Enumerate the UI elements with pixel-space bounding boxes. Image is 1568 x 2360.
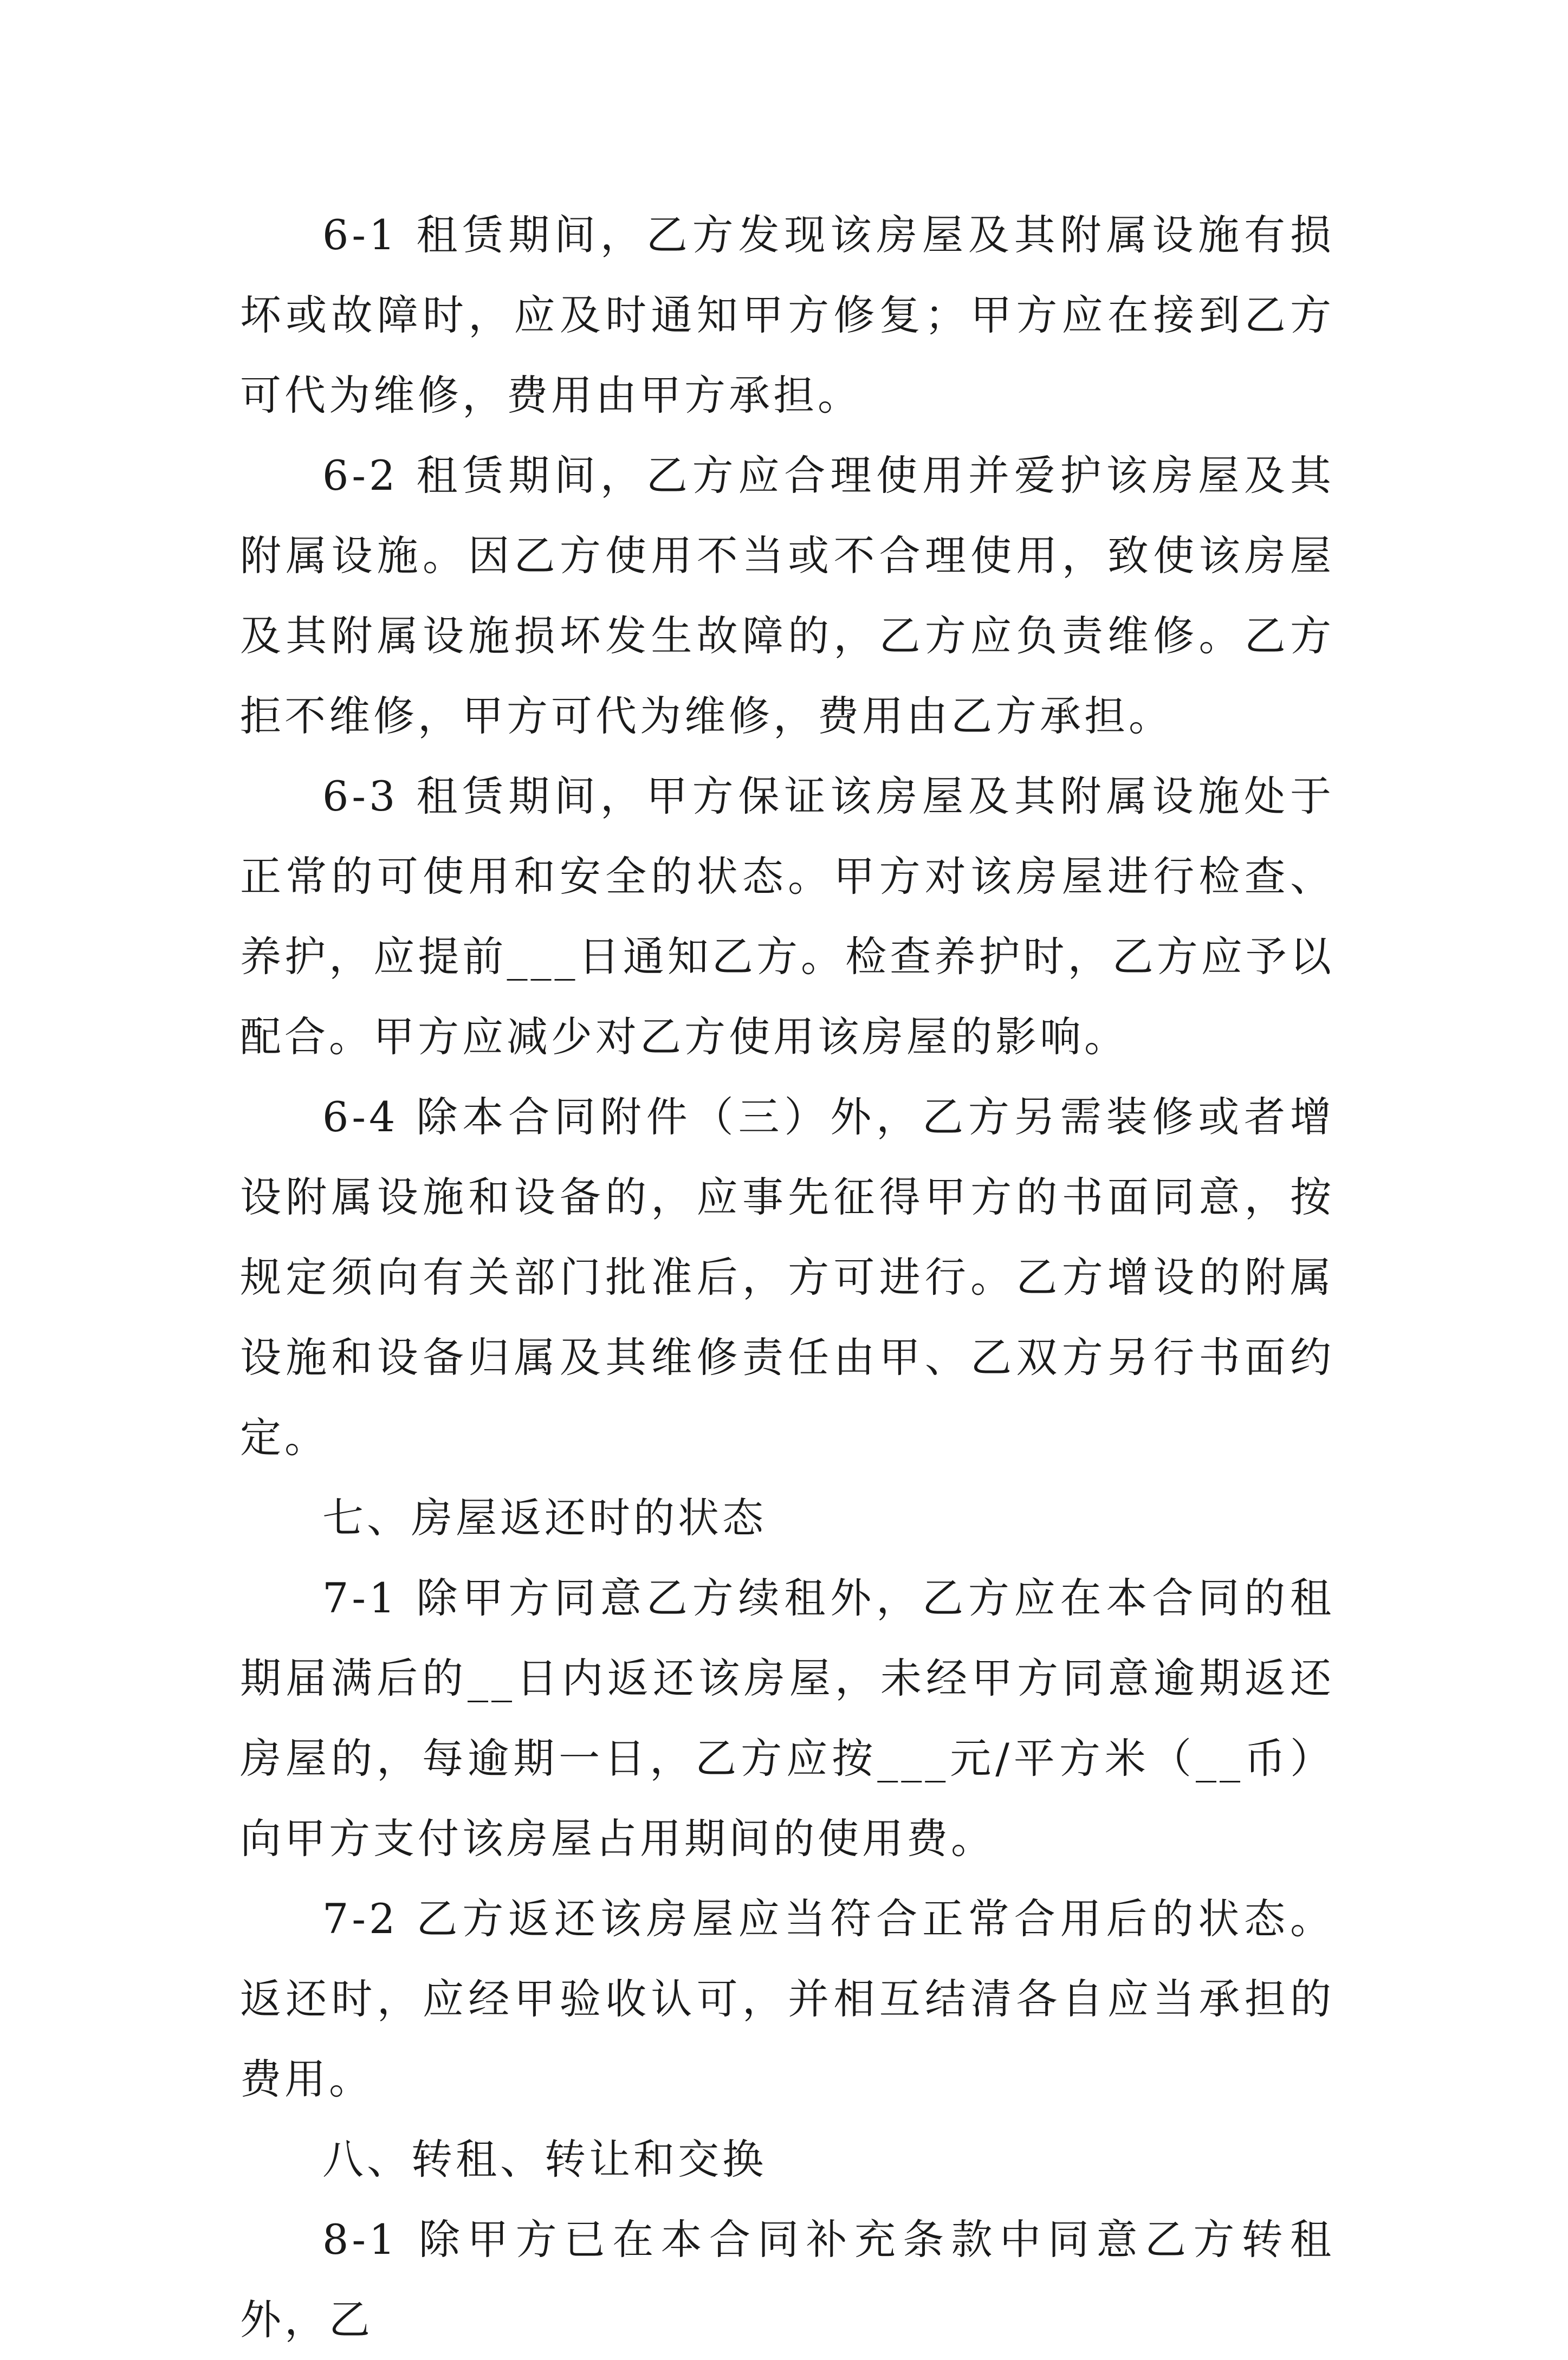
clause-7-1: 7-1 除甲方同意乙方续租外，乙方应在本合同的租期届满后的__日内返还该房屋，未经甲方同意逾期返还房屋的，每逾期一日，乙方应按___元/平方米（__币）向甲方支付该房屋占用期间的使用费。 bbox=[240, 1574, 1334, 1863]
section-heading-8: 八、转租、转让和交换 bbox=[322, 2135, 767, 2183]
clause-6-3: 6-3 租赁期间，甲方保证该房屋及其附属设施处于正常的可使用和安全的状态。甲方对该房屋进行检查、养护，应提前___日通知乙方。检查养护时，乙方应予以配合。甲方应减少对乙方使用该房屋的影响。 bbox=[240, 772, 1334, 1061]
clause-7-2: 7-2 乙方返还该房屋应当符合正常合用后的状态。返还时，应经甲验收认可，并相互结清各自应当承担的费用。 bbox=[240, 1895, 1334, 2103]
clause-6-4: 6-4 除本合同附件（三）外，乙方另需装修或者增设附属设施和设备的，应事先征得甲方的书面同意，按规定须向有关部门批准后，方可进行。乙方增设的附属设施和设备归属及其维修责任由甲、乙双方另行书面约定。 bbox=[240, 1093, 1334, 1462]
section-heading-7: 七、房屋返还时的状态 bbox=[322, 1494, 767, 1542]
clause-8-1: 8-1 除甲方已在本合同补充条款中同意乙方转租外，乙 bbox=[240, 2215, 1334, 2344]
clause-6-1: 6-1 租赁期间，乙方发现该房屋及其附属设施有损坏或故障时，应及时通知甲方修复；甲方应在接到乙方可代为维修，费用由甲方承担。 bbox=[240, 211, 1334, 419]
document-body bbox=[240, 195, 1334, 2360]
clause-6-2: 6-2 租赁期间，乙方应合理使用并爱护该房屋及其附属设施。因乙方使用不当或不合理使用，致使该房屋及其附属设施损坏发生故障的，乙方应负责维修。乙方拒不维修，甲方可代为维修，费用由乙方承担。 bbox=[240, 451, 1334, 740]
